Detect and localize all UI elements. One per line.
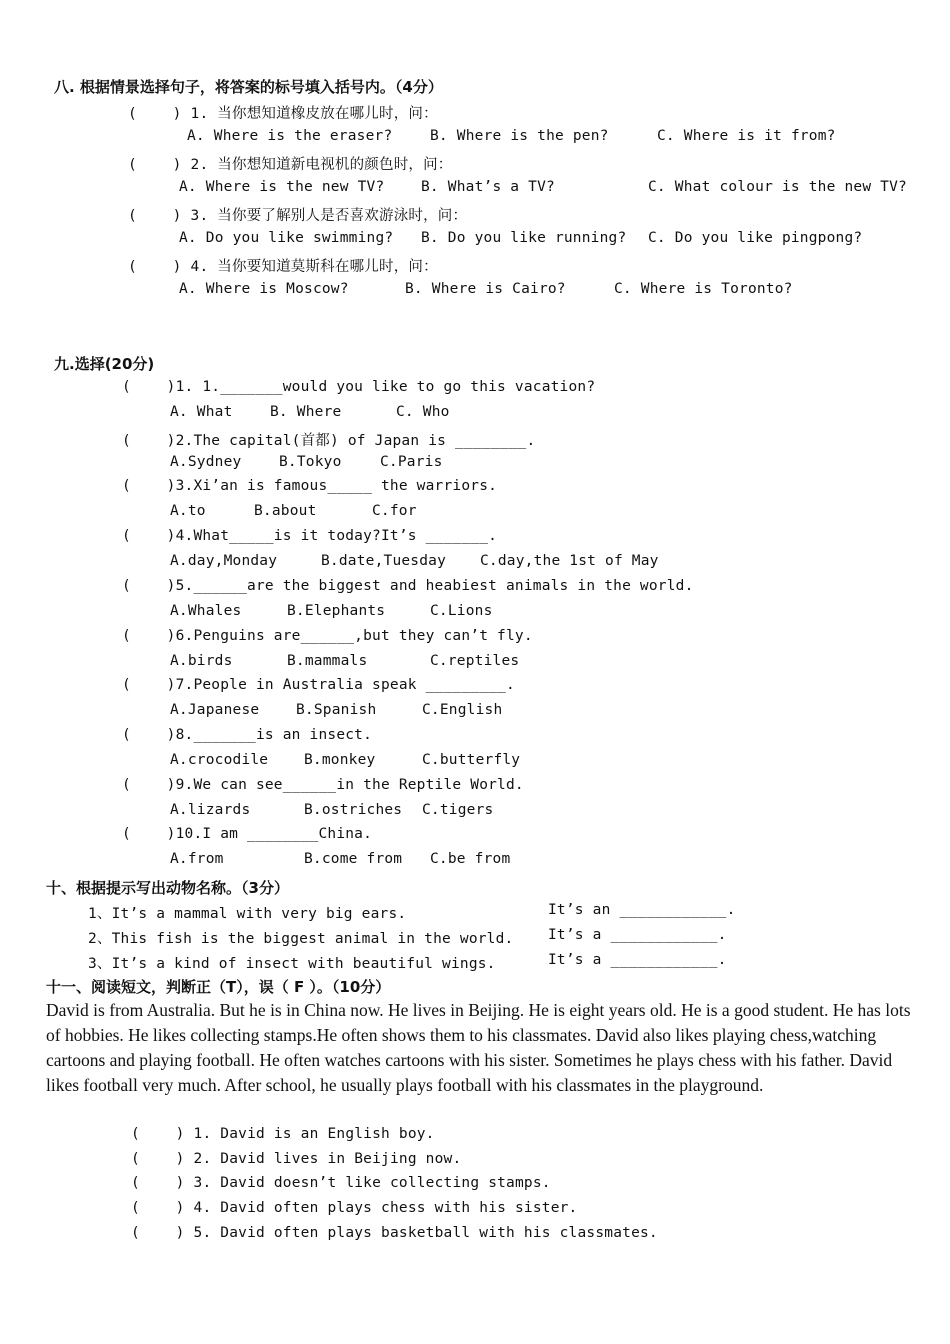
s9-q9-b: B.ostriches [304, 802, 403, 818]
s11-q3: ( ) 3. David doesn’t like collecting stamps. [131, 1175, 551, 1191]
s9-q9: ( )9.We can see______in the Reptile World. [122, 777, 524, 793]
section-10-title: 十、根据提示写出动物名称。（3分） [46, 879, 289, 897]
s9-q9-a: A.lizards [170, 802, 251, 818]
s9-q6-c: C.reptiles [430, 653, 520, 669]
s9-q2: ( )2.The capital(首都) of Japan is ________. [122, 433, 536, 449]
s9-q8: ( )8._______is an insect. [122, 727, 373, 743]
s11-q1: ( ) 1. David is an English boy. [131, 1126, 435, 1142]
s9-q1-c: C. Who [396, 404, 450, 420]
s8-q3: ( ) 3. 当你要了解别人是否喜欢游泳时，问： [128, 208, 468, 224]
s8-q2-b: B. What’s a TV? [421, 179, 555, 195]
s8-q1: ( ) 1. 当你想知道橡皮放在哪儿时，问： [128, 106, 438, 122]
s8-q3-b: B. Do you like running? [421, 230, 627, 246]
s9-q3: ( )3.Xi’an is famous_____ the warriors. [122, 478, 498, 494]
s8-q4: ( ) 4. 当你要知道莫斯科在哪儿时，问： [128, 259, 438, 275]
s11-q2: ( ) 2. David lives in Beijing now. [131, 1151, 462, 1167]
s9-q5: ( )5.______are the biggest and heabiest animals in the world. [122, 578, 694, 594]
s9-q9-c: C.tigers [422, 802, 494, 818]
s9-q10-a: A.from [170, 851, 224, 867]
s9-q1-a: A. What [170, 404, 233, 420]
s9-q7-b: B.Spanish [296, 702, 377, 718]
s9-q7-a: A.Japanese [170, 702, 260, 718]
s9-q7: ( )7.People in Australia speak _________. [122, 677, 515, 693]
s8-q1-b: B. Where is the pen? [430, 128, 609, 144]
s9-q8-a: A.crocodile [170, 752, 269, 768]
s8-q2: ( ) 2. 当你想知道新电视机的颜色时，问： [128, 157, 453, 173]
s9-q8-c: C.butterfly [422, 752, 521, 768]
s9-q4-b: B.date,Tuesday [321, 553, 447, 569]
s8-q4-b: B. Where is Cairo? [405, 281, 566, 297]
s11-q5: ( ) 5. David often plays basketball with his classmates. [131, 1225, 658, 1241]
s9-q10: ( )10.I am ________China. [122, 826, 373, 842]
s9-q3-a: A.to [170, 503, 206, 519]
s9-q5-b: B.Elephants [287, 603, 386, 619]
s9-q1-b: B. Where [270, 404, 342, 420]
s9-q1: ( )1. 1._______would you like to go this vacation? [122, 379, 596, 395]
s11-q4: ( ) 4. David often plays chess with his sister. [131, 1200, 578, 1216]
s8-q4-c: C. Where is Toronto? [614, 281, 793, 297]
s8-q1-a: A. Where is the eraser? [187, 128, 393, 144]
s8-q2-c: C. What colour is the new TV? [648, 179, 907, 195]
s9-q2-b: B.Tokyo [279, 454, 342, 470]
s9-q4-c: C.day,the 1st of May [480, 553, 659, 569]
section-9-title: 九.选择(20分) [54, 355, 155, 373]
s10-a3: It’s a ____________. [548, 952, 727, 968]
s9-q3-b: B.about [254, 503, 317, 519]
s8-q3-c: C. Do you like pingpong? [648, 230, 863, 246]
section-11-title: 十一、阅读短文，判断正（T），误（ F ）。（10分） [46, 978, 391, 996]
s9-q7-c: C.English [422, 702, 503, 718]
s9-q10-b: B.come from [304, 851, 403, 867]
s8-q1-c: C. Where is it from? [657, 128, 836, 144]
s9-q8-b: B.monkey [304, 752, 376, 768]
s10-q3: 3、It’s a kind of insect with beautiful wings. [88, 956, 496, 972]
s9-q6: ( )6.Penguins are______,but they can’t fly. [122, 628, 533, 644]
s10-q1: 1、It’s a mammal with very big ears. [88, 906, 407, 922]
s9-q3-c: C.for [372, 503, 417, 519]
s9-q5-a: A.Whales [170, 603, 242, 619]
s8-q4-a: A. Where is Moscow? [179, 281, 349, 297]
section-8-title: 八. 根据情景选择句子，将答案的标号填入括号内。（4分） [54, 78, 443, 96]
s9-q5-c: C.Lions [430, 603, 493, 619]
s8-q3-a: A. Do you like swimming? [179, 230, 394, 246]
s10-q2: 2、This fish is the biggest animal in the world. [88, 931, 514, 947]
s9-q2-c: C.Paris [380, 454, 443, 470]
s9-q2-a: A.Sydney [170, 454, 242, 470]
s9-q6-a: A.birds [170, 653, 233, 669]
s9-q4-a: A.day,Monday [170, 553, 278, 569]
reading-passage: David is from Australia. But he is in China now. He lives in Beijing. He is eight years old. He is a good student. He has lots of hobbies. He likes collecting stamps.He often shows them to his classmates. David also likes playing chess,watching cartoons and playing football. He often watches cartoons with his sister. Sometimes he plays chess with his father. David likes football very much. After school, he usually plays football with his classmates in the playground. [46, 1000, 911, 1095]
s8-q2-a: A. Where is the new TV? [179, 179, 385, 195]
s9-q6-b: B.mammals [287, 653, 368, 669]
s9-q4: ( )4.What_____is it today?It’s _______. [122, 528, 498, 544]
s9-q10-c: C.be from [430, 851, 511, 867]
s10-a2: It’s a ____________. [548, 927, 727, 943]
s10-a1: It’s an ____________. [548, 902, 736, 918]
